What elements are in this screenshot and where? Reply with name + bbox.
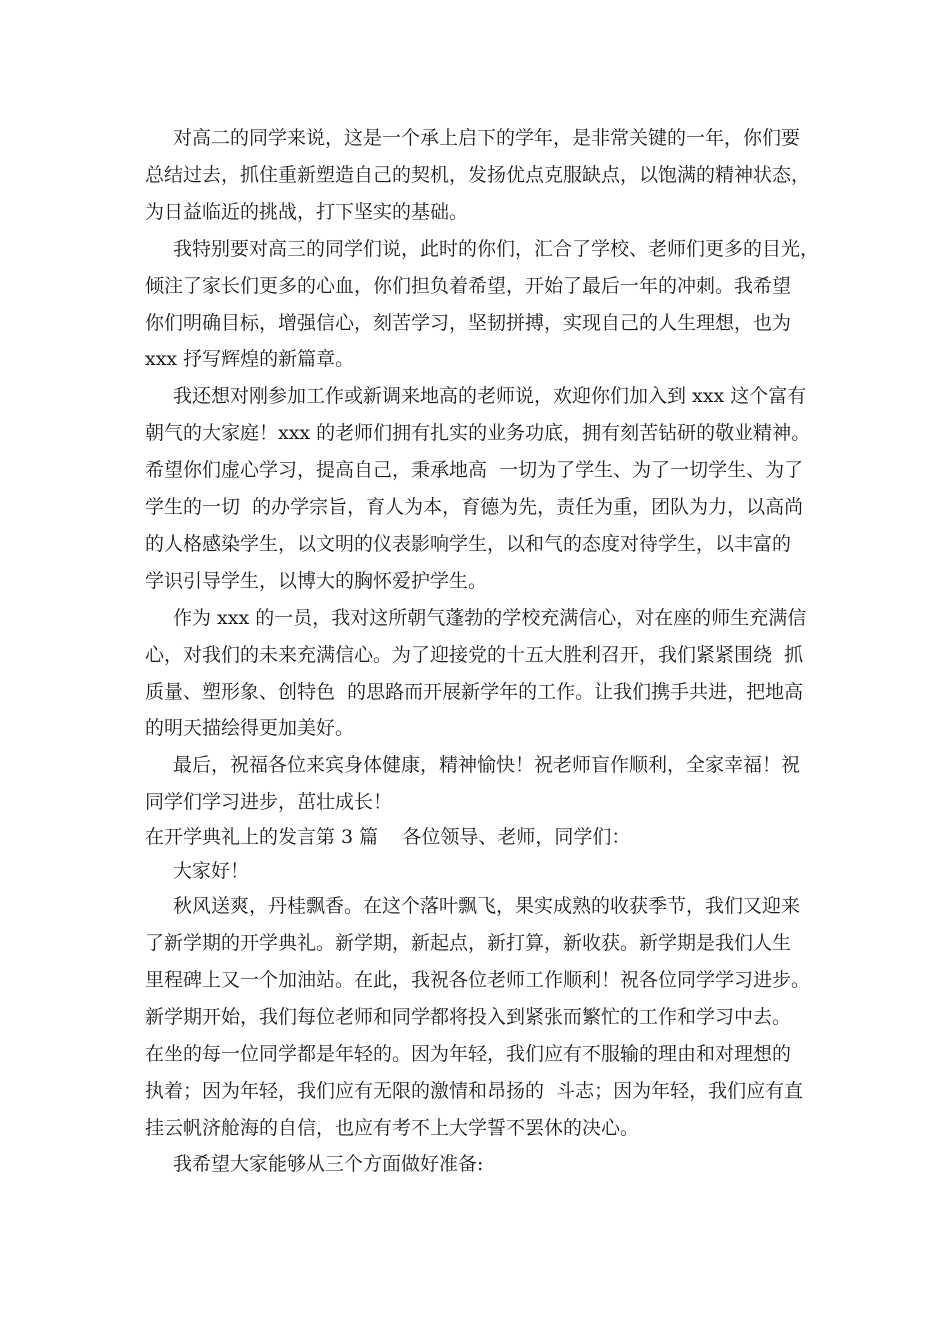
text-line: 了新学期的开学典礼。新学期，新起点，新打算，新收获。新学期是我们人生 [145, 932, 792, 954]
text-line: 大家好！ [173, 860, 250, 882]
text-line: 对高二的同学来说，这是一个承上启下的学年，是非常关键的一年，你们要 [173, 127, 801, 149]
text-line: 学识引导学生，以博大的胸怀爱护学生。 [145, 570, 488, 592]
text-line: 你们明确目标，增强信心，刻苦学习，坚韧拼搏，实现自己的人生理想，也为 [145, 312, 792, 334]
text-line: 的明天描绘得更加美好。 [145, 717, 355, 739]
text-line: 学生的一切 的办学宗旨，育人为本，育德为先，责任为重，团队为力，以高尚 [145, 496, 804, 518]
text-line: 在坐的每一位同学都是年轻的。因为年轻，我们应有不服输的理由和对理想的 [145, 1043, 792, 1065]
text-line: 的人格感染学生，以文明的仪表影响学生，以和气的态度对待学生，以丰富的 [145, 533, 792, 555]
text-line: 质量、塑形象、创特色 的思路而开展新学年的工作。让我们携手共进，把地高 [145, 681, 804, 703]
text-line: 希望你们虚心学习，提高自己，秉承地高 一切为了学生、为了一切学生、为了 [145, 459, 804, 481]
section-heading: 在开学典礼上的发言第 3 篇 各位领导、老师，同学们： [145, 826, 631, 848]
text-line: 秋风送爽，丹桂飘香。在这个落叶飘飞，果实成熟的收获季节，我们又迎来 [173, 895, 801, 917]
text-line: 我特别要对高三的同学们说，此时的你们，汇合了学校、老师们更多的目光， [173, 238, 820, 260]
text-line: 我还想对刚参加工作或新调来地高的老师说，欢迎你们加入到 xxx 这个富有 [173, 385, 807, 407]
text-line: 朝气的大家庭！xxx 的老师们拥有扎实的业务功底，拥有刻苦钻研的敬业精神。 [145, 422, 811, 444]
text-line: 同学们学习进步，茁壮成长！ [145, 791, 393, 813]
text-line: 挂云帆济舱海的自信，也应有考不上大学誓不罢休的决心。 [145, 1117, 640, 1139]
text-line: xxx 抒写辉煌的新篇章。 [145, 348, 355, 370]
text-line: 里程碑上又一个加油站。在此，我祝各位老师工作顺利！祝各位同学学习进步。 [145, 969, 811, 991]
text-line: 我希望大家能够从三个方面做好准备: [173, 1153, 484, 1175]
text-line: 心，对我们的未来充满信心。为了迎接党的十五大胜利召开，我们紧紧围绕 抓 [145, 644, 804, 666]
text-line: 执着；因为年轻，我们应有无限的激情和昂扬的 斗志；因为年轻，我们应有直 [145, 1080, 804, 1102]
text-line: 总结过去，抓住重新塑造自己的契机，发扬优点克服缺点，以饱满的精神状态， [145, 164, 811, 186]
text-line: 倾注了家长们更多的心血，你们担负着希望，开始了最后一年的冲刺。我希望 [145, 275, 792, 297]
text-line: 作为 xxx 的一员，我对这所朝气蓬勃的学校充满信心，对在座的师生充满信 [173, 607, 807, 629]
text-line: 新学期开始，我们每位老师和同学都将投入到紧张而繁忙的工作和学习中去。 [145, 1006, 792, 1028]
text-line: 最后，祝福各位来宾身体健康，精神愉快！祝老师盲作顺利，全家幸福！祝 [173, 754, 801, 776]
text-line: 为日益临近的挑战，打下坚实的基础。 [145, 201, 469, 223]
